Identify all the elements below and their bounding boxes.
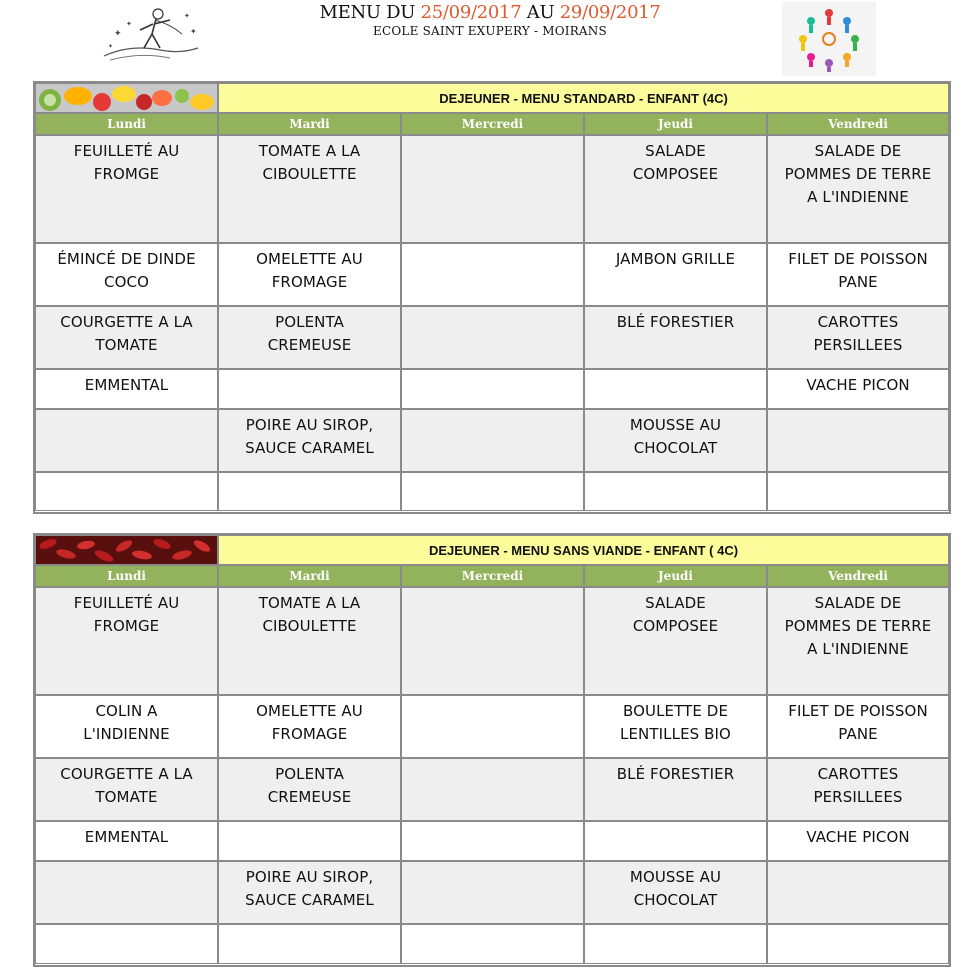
menu-cell [218,924,401,964]
table-row [35,472,949,511]
fruit-banner-icon [35,83,218,113]
menu-cell: VACHE PICON [767,821,949,861]
menu-cell: POIRE AU SIROP, SAUCE CARAMEL [218,861,401,924]
menu-cell: FEUILLETÉ AU FROMGE [35,135,218,243]
menu-cell: SALADE DE POMMES DE TERRE A L'INDIENNE [767,135,949,243]
menu-cell [401,472,584,511]
table-row [35,587,949,695]
page-header [0,0,974,80]
menu-title-block [260,3,720,38]
menu-cell: SALADE COMPOSEE [584,587,767,695]
menu-cell: CAROTTES PERSILLEES [767,306,949,369]
table-row [35,409,949,472]
title-middle: AU [526,2,555,23]
menu-cell: ÉMINCÉ DE DINDE COCO [35,243,218,306]
menu-cell: FEUILLETÉ AU FROMGE [35,587,218,695]
menu-cell [401,924,584,964]
title-prefix: MENU DU [319,2,416,23]
table-row [35,758,949,821]
menu-cell: SALADE COMPOSEE [584,135,767,243]
menu-sans-viande [33,533,951,967]
menu-cell: MOUSSE AU CHOCOLAT [584,861,767,924]
red-beans-banner-icon [35,535,218,565]
day-header-vendredi: Vendredi [767,565,949,587]
menu-cell [401,758,584,821]
menu-cell: POLENTA CREMEUSE [218,306,401,369]
menu-cell: EMMENTAL [35,821,218,861]
table-row [35,861,949,924]
day-header-mercredi: Mercredi [401,113,584,135]
menu-cell [35,409,218,472]
menu-cell [401,861,584,924]
table-row [35,695,949,758]
date-start: 25/09/2017 [420,2,522,23]
menu-cell: JAMBON GRILLE [584,243,767,306]
day-header-lundi: Lundi [35,565,218,587]
children-circle-logo [782,2,876,76]
table-row [35,821,949,861]
menu-cell: CAROTTES PERSILLEES [767,758,949,821]
menu-cell [35,861,218,924]
table-row [35,924,949,964]
svg-text:✦: ✦ [108,43,114,50]
menu-cell: TOMATE A LA CIBOULETTE [218,135,401,243]
menu-cell [401,821,584,861]
menu-cell: FILET DE POISSON PANE [767,695,949,758]
menu-cell [218,369,401,409]
menu-cell: SALADE DE POMMES DE TERRE A L'INDIENNE [767,587,949,695]
menu-cell: COURGETTE A LA TOMATE [35,758,218,821]
day-header-jeudi: Jeudi [584,565,767,587]
menu-table [35,535,949,964]
table-row [35,243,949,306]
menu-cell: COURGETTE A LA TOMATE [35,306,218,369]
table-row [35,306,949,369]
menu-cell [584,924,767,964]
menu-cell [401,243,584,306]
menu-cell: TOMATE A LA CIBOULETTE [218,587,401,695]
menu-cell [218,821,401,861]
menu-cell: POIRE AU SIROP, SAUCE CARAMEL [218,409,401,472]
menu-cell [401,409,584,472]
menu-cell [584,821,767,861]
day-header-vendredi: Vendredi [767,113,949,135]
menu-cell [767,472,949,511]
menu-cell: BOULETTE DE LENTILLES BIO [584,695,767,758]
menu-cell: BLÉ FORESTIER [584,758,767,821]
menu-cell: MOUSSE AU CHOCOLAT [584,409,767,472]
menu-title-standard: DEJEUNER - MENU STANDARD - ENFANT (4C) [218,83,949,113]
menu-cell [401,135,584,243]
menu-cell [35,924,218,964]
menu-cell: EMMENTAL [35,369,218,409]
school-name: ECOLE SAINT EXUPERY - MOIRANS [373,24,607,38]
little-prince-icon [100,4,204,66]
menu-cell [401,369,584,409]
svg-text:✦: ✦ [190,27,197,36]
menu-cell: COLIN A L'INDIENNE [35,695,218,758]
menu-cell: POLENTA CREMEUSE [218,758,401,821]
menu-cell [401,695,584,758]
menu-table [35,83,949,511]
table-row [35,135,949,243]
day-header-jeudi: Jeudi [584,113,767,135]
svg-text:✦: ✦ [184,12,190,20]
menu-cell [767,861,949,924]
day-header-mardi: Mardi [218,565,401,587]
menu-cell [35,472,218,511]
menu-cell: OMELETTE AU FROMAGE [218,695,401,758]
menu-cell: BLÉ FORESTIER [584,306,767,369]
menu-standard [33,81,951,514]
day-header-mardi: Mardi [218,113,401,135]
table-row [35,369,949,409]
date-end: 29/09/2017 [559,2,661,23]
menu-title [260,3,720,23]
menu-cell [218,472,401,511]
menu-cell [767,409,949,472]
menu-cell [584,369,767,409]
menu-title-sans-viande: DEJEUNER - MENU SANS VIANDE - ENFANT ( 4C) [218,535,949,565]
menu-cell [767,924,949,964]
svg-text:✦: ✦ [114,29,122,39]
menu-cell: FILET DE POISSON PANE [767,243,949,306]
menu-cell [401,306,584,369]
menu-cell [401,587,584,695]
menu-cell: OMELETTE AU FROMAGE [218,243,401,306]
day-header-lundi: Lundi [35,113,218,135]
svg-text:✦: ✦ [126,20,132,28]
day-header-mercredi: Mercredi [401,565,584,587]
menu-cell [584,472,767,511]
menu-cell: VACHE PICON [767,369,949,409]
